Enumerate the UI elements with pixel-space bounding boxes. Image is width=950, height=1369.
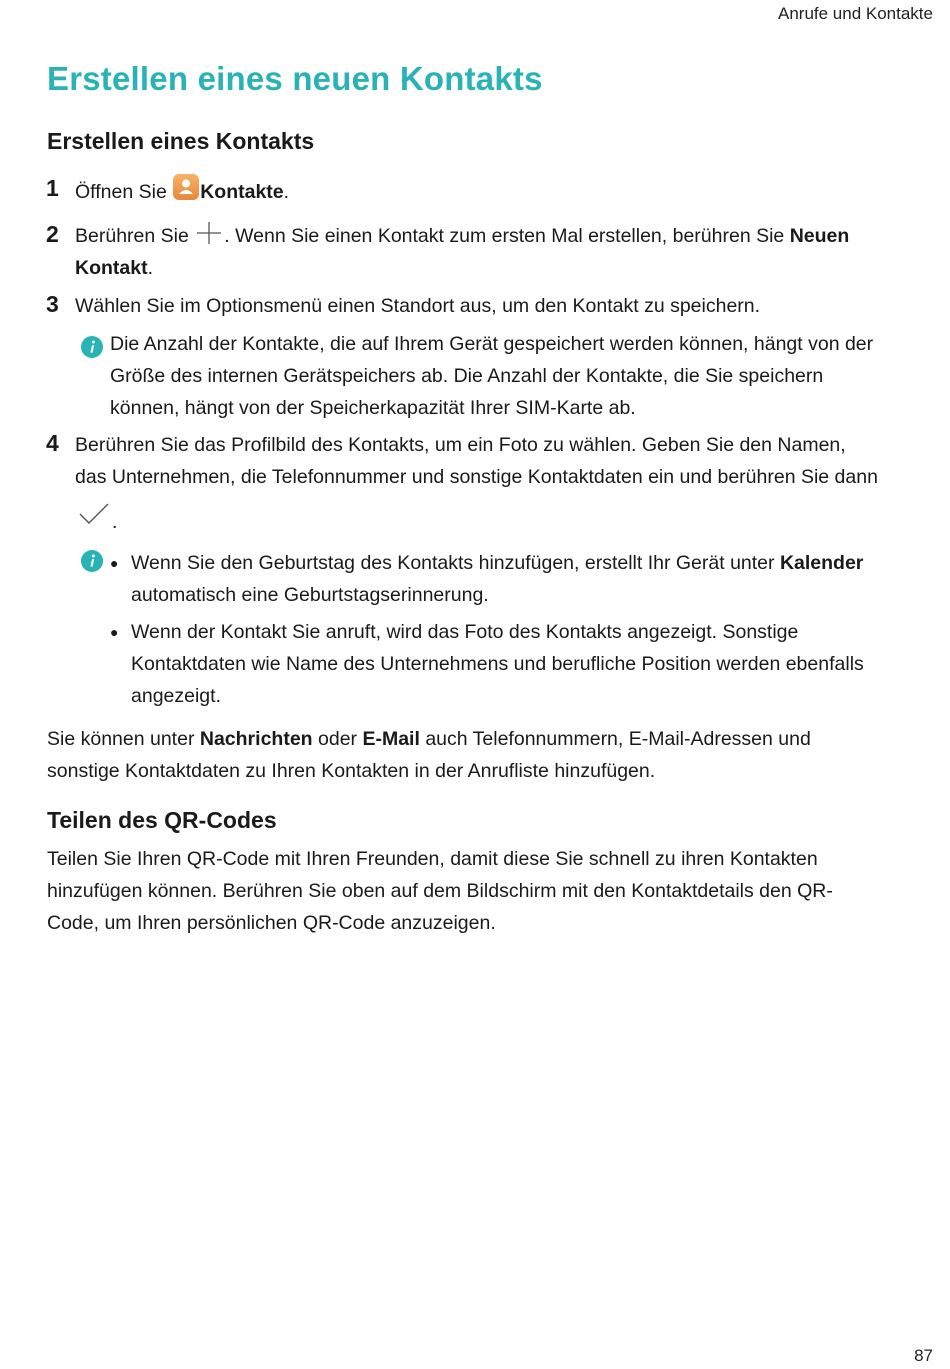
para-bold-messages: Nachrichten xyxy=(199,728,313,750)
para-mid: oder xyxy=(318,728,358,750)
step-4-line-2: das Unternehmen, die Telefonnummer und sonstige Kontaktdaten ein und berühren Sie dann xyxy=(75,466,878,488)
step-1-text xyxy=(75,174,925,208)
step-2-post: . xyxy=(147,257,154,279)
checkmark-icon xyxy=(78,502,110,531)
bullet-icon: ● xyxy=(110,555,119,571)
step-2-text xyxy=(75,220,925,284)
info-icon xyxy=(81,550,103,577)
note-storage-info xyxy=(110,328,920,424)
note-1-line-1: Die Anzahl der Kontakte, die auf Ihrem Gerät gespeichert werden können, hängt von der xyxy=(110,333,874,355)
running-header: Anrufe und Kontakte xyxy=(777,4,933,23)
step-number-1: 1 xyxy=(46,175,59,201)
step-4-text xyxy=(75,429,925,493)
step-3-text: Wählen Sie im Optionsmenü einen Standort aus, um den Kontakt zu speichern. xyxy=(75,295,761,317)
page-number: 87 xyxy=(914,1346,933,1365)
step-number-2: 2 xyxy=(46,221,59,247)
note-2-bullet-2 xyxy=(131,616,921,712)
qr-line-2: hinzufügen können. Berühren Sie oben auf dem Bildschirm mit den Kontaktdetails den QR- xyxy=(47,880,833,902)
step-2-bold-1: Neuen xyxy=(789,225,850,247)
para-pre: Sie können unter xyxy=(47,728,195,750)
step-2-pre: Berühren Sie xyxy=(75,225,189,247)
qr-line-3: Code, um Ihren persönlichen QR-Code anzuzeigen. xyxy=(47,912,496,934)
note-2-bullet-1 xyxy=(131,547,921,611)
bullet-1-pre: Wenn Sie den Geburtstag des Kontakts hinzufügen, erstellt Ihr Gerät unter xyxy=(131,552,775,574)
step-1-post: . xyxy=(283,181,290,203)
bullet-2-line-1: Wenn der Kontakt Sie anruft, wird das Foto des Kontakts angezeigt. Sonstige xyxy=(131,621,799,643)
step-2-mid: . Wenn Sie einen Kontakt zum ersten Mal erstellen, berühren Sie xyxy=(224,225,785,247)
bullet-1-bold: Kalender xyxy=(779,552,864,574)
para-post: auch Telefonnummern, E-Mail-Adressen und xyxy=(425,728,811,750)
section-heading-qr-code: Teilen des QR-Codes xyxy=(47,807,277,833)
step-1-pre: Öffnen Sie xyxy=(75,181,167,203)
plus-icon xyxy=(194,221,224,245)
note-1-line-2: Größe des internen Gerätspeichers ab. Die Anzahl der Kontakte, die Sie speichern xyxy=(110,365,824,387)
step-4-line-1: Berühren Sie das Profilbild des Kontakts, um ein Foto zu wählen. Geben Sie den Namen, xyxy=(75,434,846,456)
para-line-2: sonstige Kontaktdaten zu Ihren Kontakten in der Anrufliste hinzufügen. xyxy=(47,760,656,782)
bullet-1-line-2: automatisch eine Geburtstagserinnerung. xyxy=(131,584,489,606)
page-title: Erstellen eines neuen Kontakts xyxy=(47,60,543,97)
paragraph-qr-code xyxy=(47,843,907,939)
bullet-2-line-3: angezeigt. xyxy=(131,685,221,707)
paragraph-add-from-messages xyxy=(47,723,907,787)
note-1-line-3: können, hängt von der Speicherkapazität Ihrer SIM-Karte ab. xyxy=(110,397,636,419)
bullet-2-line-2: Kontaktdaten wie Name des Unternehmens und berufliche Position werden ebenfalls xyxy=(131,653,864,675)
info-icon xyxy=(81,336,103,363)
qr-line-1: Teilen Sie Ihren QR-Code mit Ihren Freunden, damit diese Sie schnell zu ihren Kontakten xyxy=(47,848,818,870)
para-bold-email: E-Mail xyxy=(362,728,420,750)
step-2-bold-2: Kontakt xyxy=(75,257,148,279)
section-heading-create-contact: Erstellen eines Kontakts xyxy=(47,128,315,154)
step-4-post: . xyxy=(112,511,118,533)
contacts-app-icon xyxy=(172,174,200,200)
step-number-4: 4 xyxy=(46,430,59,456)
step-number-3: 3 xyxy=(46,291,59,317)
bullet-icon: ● xyxy=(110,624,119,640)
step-1-app-name: Kontakte xyxy=(200,181,284,203)
